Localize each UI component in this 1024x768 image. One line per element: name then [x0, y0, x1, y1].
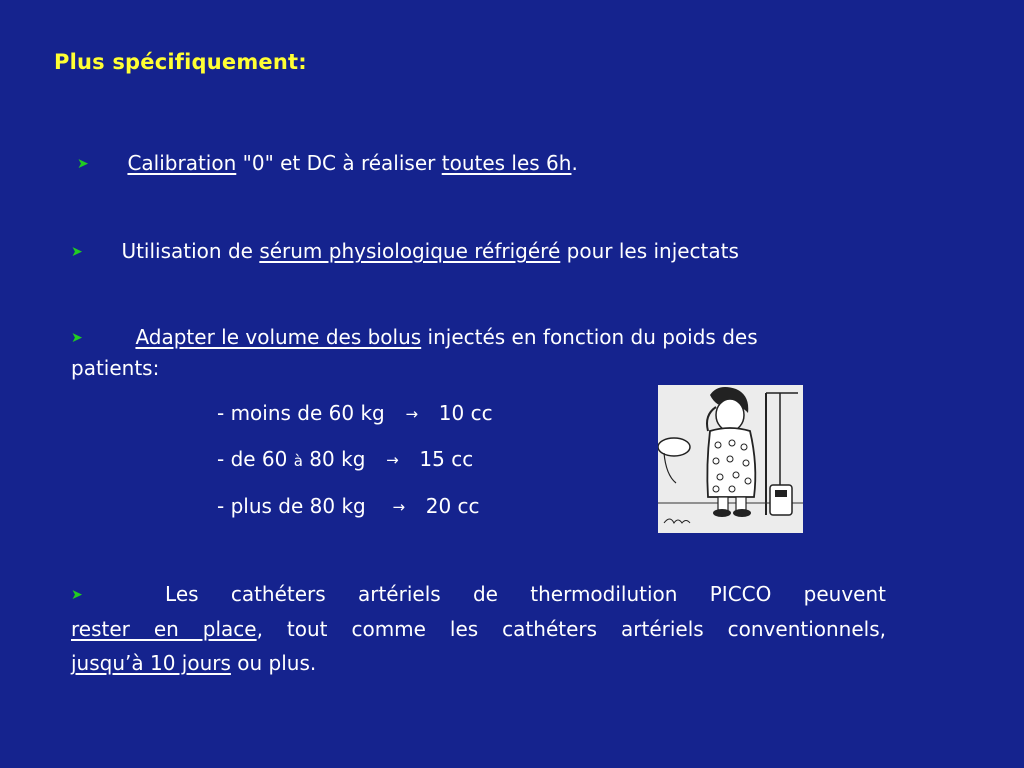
- link-every-6h: toutes les 6h: [441, 151, 572, 175]
- slide-title: Plus spécifiquement:: [54, 50, 307, 74]
- bullet-arrow-icon: ➤: [71, 330, 83, 346]
- bolus-volume: 15 cc: [419, 447, 474, 471]
- weight-row-1: [217, 398, 493, 429]
- bullet-catheters: [71, 577, 886, 680]
- link-10-days: jusqu’à 10 jours: [71, 651, 231, 675]
- bullet-text: Les cathéters artériels de thermodilution PICCO peuvent: [165, 582, 886, 606]
- bullet-text: injectés en fonction du poids des: [421, 325, 758, 349]
- right-arrow-icon: →: [392, 498, 406, 516]
- weight-range-a: à: [293, 452, 303, 470]
- weight-row-3: [217, 491, 480, 522]
- link-bolus: Adapter le volume des bolus: [135, 325, 422, 349]
- bullet-calibration: [77, 148, 578, 179]
- weight-range-end: 80 kg: [302, 447, 366, 471]
- bullet-text-cont: patients:: [71, 356, 160, 380]
- bullet-arrow-icon: ➤: [71, 587, 83, 603]
- weight-row-2: [217, 444, 473, 476]
- bolus-volume: 10 cc: [438, 401, 493, 425]
- bullet-text: "0" et DC à réaliser: [236, 151, 442, 175]
- link-calibration: Calibration: [127, 151, 237, 175]
- bullet-text-end: pour les injectats: [560, 239, 739, 263]
- right-arrow-icon: →: [405, 405, 419, 423]
- weight-range: - moins de 60 kg: [217, 401, 385, 425]
- bullet-text-end: .: [571, 151, 578, 175]
- weight-range: - de 60: [217, 447, 294, 471]
- link-serum: sérum physiologique réfrigéré: [259, 239, 561, 263]
- bullet-serum: [71, 236, 739, 267]
- weight-range: - plus de 80 kg: [217, 494, 366, 518]
- bullet-text: Utilisation de: [121, 239, 260, 263]
- bolus-volume: 20 cc: [425, 494, 480, 518]
- bullet-bolus: [71, 322, 911, 383]
- link-stay-in-place: rester en place: [71, 617, 257, 641]
- bullet-arrow-icon: ➤: [71, 244, 83, 260]
- bullet-text-end: ou plus.: [230, 651, 317, 675]
- right-arrow-icon: →: [386, 451, 399, 469]
- cartoon-person-on-scale-icon: [658, 385, 803, 533]
- bullet-arrow-icon: ➤: [77, 156, 89, 172]
- bullet-text-cont: , tout comme les cathéters artériels conventionnels,: [256, 617, 886, 641]
